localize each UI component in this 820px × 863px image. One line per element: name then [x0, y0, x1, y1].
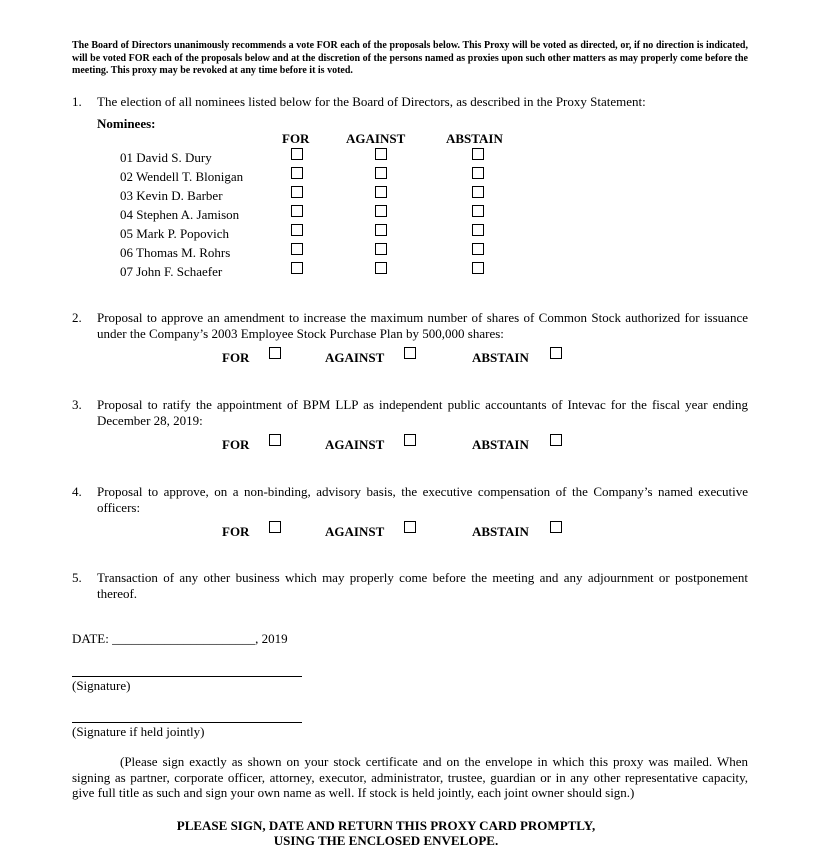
nominee-3-for-checkbox[interactable] — [291, 186, 303, 198]
nominees-heading: Nominees: — [97, 116, 156, 131]
nominee-2-against-checkbox[interactable] — [375, 167, 387, 179]
nominee-6-abstain-checkbox[interactable] — [472, 243, 484, 255]
proposal-4-text: Proposal to approve, on a non-binding, advisory basis, the executive compensation of the Company’s named executive officers: — [97, 484, 748, 515]
proposal-4-abstain-label: ABSTAIN — [472, 524, 529, 539]
proposal-1-number: 1. — [72, 94, 82, 109]
proposal-2-against-label: AGAINST — [325, 350, 385, 365]
nominee-1-abstain-checkbox[interactable] — [472, 148, 484, 160]
proposal-4-against-label: AGAINST — [325, 524, 385, 539]
signing-instructions: (Please sign exactly as shown on your stock certificate and on the envelope in which this proxy was mailed. When signing as partner, corporate officer, attorney, executor, administrator, trustee, guardian or in any other representative capacity, give full title as such and sign your own name as well. If stock is held jointly, each joint owner should sign.) — [72, 754, 748, 800]
proposal-2-for-label: FOR — [222, 350, 250, 365]
nominee-2-for-checkbox[interactable] — [291, 167, 303, 179]
nominee-2-name: 02 Wendell T. Blonigan — [120, 169, 244, 184]
nominee-3-against-checkbox[interactable] — [375, 186, 387, 198]
proposal-2-abstain-label: ABSTAIN — [472, 350, 529, 365]
column-for: FOR — [282, 131, 310, 146]
nominee-6-for-checkbox[interactable] — [291, 243, 303, 255]
proposal-3-for-label: FOR — [222, 437, 250, 452]
column-abstain: ABSTAIN — [446, 131, 503, 146]
nominee-2-abstain-checkbox[interactable] — [472, 167, 484, 179]
proposal-4-against-checkbox[interactable] — [404, 521, 416, 533]
signature-label: (Signature) — [72, 678, 131, 693]
proposal-3-against-label: AGAINST — [325, 437, 385, 452]
nominee-1-name: 01 David S. Dury — [120, 150, 212, 165]
nominee-4-abstain-checkbox[interactable] — [472, 205, 484, 217]
proposal-2-against-checkbox[interactable] — [404, 347, 416, 359]
proposal-5-number: 5. — [72, 570, 82, 585]
nominee-4-name: 04 Stephen A. Jamison — [120, 207, 240, 222]
nominee-4-for-checkbox[interactable] — [291, 205, 303, 217]
proposal-4-abstain-checkbox[interactable] — [550, 521, 562, 533]
column-against: AGAINST — [346, 131, 406, 146]
board-recommendation-text: The Board of Directors unanimously recommends a vote FOR each of the proposals below. This Proxy will be voted as directed, or, if no direction is indicated, will be voted FOR each of the proposals below and at the discretion of the persons named as proxies upon such other matters as may properly come before the meeting. This proxy may be revoked at any time before it is voted. — [72, 40, 748, 76]
nominee-4-against-checkbox[interactable] — [375, 205, 387, 217]
joint-signature-label: (Signature if held jointly) — [72, 724, 205, 739]
nominee-1-for-checkbox[interactable] — [291, 148, 303, 160]
proposal-4-number: 4. — [72, 484, 82, 499]
nominee-5-against-checkbox[interactable] — [375, 224, 387, 236]
nominee-7-against-checkbox[interactable] — [375, 262, 387, 274]
nominee-5-for-checkbox[interactable] — [291, 224, 303, 236]
footer-line-2: USING THE ENCLOSED ENVELOPE. — [273, 833, 499, 848]
date-field[interactable]: DATE: ______________________, 2019 — [72, 631, 288, 646]
nominee-7-for-checkbox[interactable] — [291, 262, 303, 274]
proposal-2-for-checkbox[interactable] — [269, 347, 281, 359]
proposal-2-text: Proposal to approve an amendment to increase the maximum number of shares of Common Stock authorized for issuance under the Company’s 2003 Employee Stock Purchase Plan by 500,000 shares: — [97, 310, 748, 341]
proposal-4-for-label: FOR — [222, 524, 250, 539]
proposal-2-number: 2. — [72, 310, 82, 325]
proposal-3-against-checkbox[interactable] — [404, 434, 416, 446]
proposal-3-text: Proposal to ratify the appointment of BPM LLP as independent public accountants of Intevac for the fiscal year ending December 28, 2019: — [97, 397, 748, 428]
nominee-3-name: 03 Kevin D. Barber — [120, 188, 223, 203]
joint-signature-line[interactable] — [72, 722, 302, 723]
nominee-3-abstain-checkbox[interactable] — [472, 186, 484, 198]
proposal-3-number: 3. — [72, 397, 82, 412]
nominee-1-against-checkbox[interactable] — [375, 148, 387, 160]
proposal-2-abstain-checkbox[interactable] — [550, 347, 562, 359]
proposal-5-text: Transaction of any other business which may properly come before the meeting and any adjournment or postponement thereof. — [97, 570, 748, 601]
nominee-7-abstain-checkbox[interactable] — [472, 262, 484, 274]
proposal-3-abstain-checkbox[interactable] — [550, 434, 562, 446]
signature-line[interactable] — [72, 676, 302, 677]
nominee-5-name: 05 Mark P. Popovich — [120, 226, 230, 241]
proposal-1-text: The election of all nominees listed below for the Board of Directors, as described in the Proxy Statement: — [97, 94, 646, 109]
nominee-6-against-checkbox[interactable] — [375, 243, 387, 255]
nominee-5-abstain-checkbox[interactable] — [472, 224, 484, 236]
proposal-4-for-checkbox[interactable] — [269, 521, 281, 533]
nominee-7-name: 07 John F. Schaefer — [120, 264, 223, 279]
nominee-6-name: 06 Thomas M. Rohrs — [120, 245, 231, 260]
proposal-3-for-checkbox[interactable] — [269, 434, 281, 446]
proposal-3-abstain-label: ABSTAIN — [472, 437, 529, 452]
footer-line-1: PLEASE SIGN, DATE AND RETURN THIS PROXY CARD PROMPTLY, — [176, 818, 596, 833]
